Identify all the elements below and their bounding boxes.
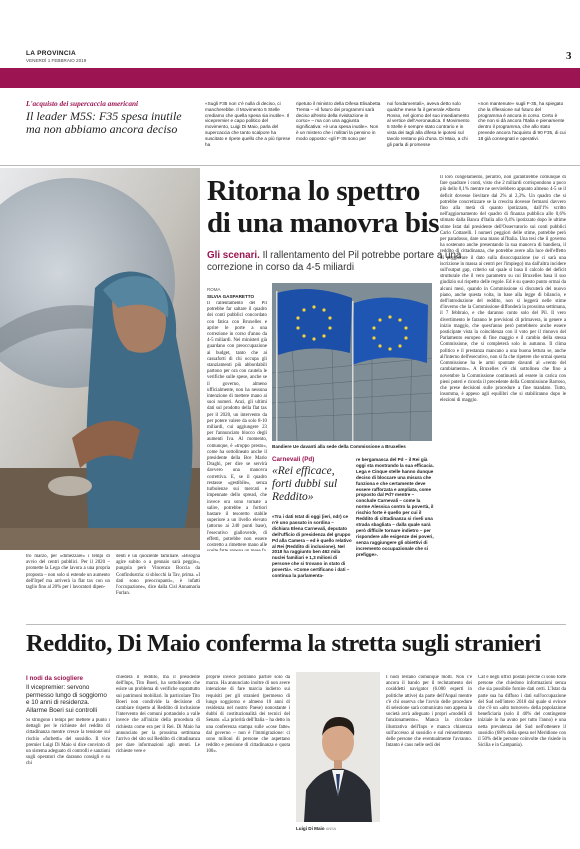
top-story-kicker: L'acquisto dei supercaccia americani (26, 99, 139, 108)
di-maio-caption (296, 826, 336, 831)
main-story-sub-kicker: Gli scenari. (207, 250, 260, 261)
top-divider (0, 165, 580, 166)
byline: SILVIA GASPARETTO (207, 294, 255, 299)
eu-flags-photo (272, 283, 432, 441)
di-maio-image (296, 672, 380, 822)
bottom-highlight-text: Il vicepremier: servono permesso lungo di soggiorno e 10 anni di residenza. Allarme Boeri sui controlli (26, 684, 107, 714)
bottom-col-1: Si stringono i tempi per mettere a punto i dettagli per le richieste del reddito di cittadinanza mentre cresce la tensione sui rischio «furbetti» del sussidio. Il vice premier Luigi Di Maio si dice convinto di un sistema adeguato di controlli e sanzioni sugli operatori che daranno consigli e su chi (26, 718, 110, 767)
main-story-col-1-continued (207, 554, 267, 610)
main-story-left-col-2: denti e un quoziente familiare. «Bisogna agire subito o a gennaio sarà peggio», pungola però Vincenzo Boccia da Confindustria: si sblocchi la Tav, prima. «I dati sono preoccupanti», è infatti l'occupazione», dice dalla Cisl Annamaria Furlan. (116, 554, 200, 597)
bottom-col-2: chiederà il reddito, ma il presidente dell'Inps, Tito Boeri, ha sottolineato che esiste un problema di verifiche soprattutto sui patrimoni mobiliari. In particolare Tito Boeri non condivide la decisione di cambiare rispetto al Reddito di inclusione l'intervento dei comuni portandolo a valle invece che all'inizio della procedura di richiesta come era per il Rei. Di Maio ha annunciato per la prossima settimana l'arrivo del sito sul Reddito di cittadinanza per dare informazioni agli utenti. Le richieste vere e (116, 675, 200, 755)
bottom-highlight-kicker: I nodi da sciogliere (26, 675, 84, 682)
main-story-right-col: Il loro congelamento, peraltro, non garantirebbe comunque di fare quadrare i conti, visto che 2 miliardi corrispondono a poco più dello 0,1% mentre ne servirebbero appunto almeno 4-5 se il deficit dovesse lievitare dal 2% al 2,3%. Un quadro che si potrebbe concretizzare se la crescita dovesse fermarsi davvero fino alla metà di quanto ipotizzato, dall'1% scritto nell'aggiornamento del quadro di finanza pubblica allo 0,6% stimato dalla Banca d'Italia allo 0,4% ipotizzato dopo le ultime stime Istat dal presidente dell'Osservatorio sui conti pubblici Carlo Cottarelli. I numeri peggiori delle stime, potrebbe però per paradosso, dare una mano all'Italia. Una tesi che il governo ha sostenuto anche presentando la sua manovra di bandiera, il reddito di cittadinanza, che potrebbe avere alla luce dell'effetto di peggiorare il dato sulla disoccupazione (se ci sarà una iscrizione in massa ai centri per l'impiego) ma dall'altra incidere sull'output gap, criterio sul quale si basa il calcolo del deficit strutturale che il vero parametro su cui Bruxelles basa il suo giudizio sul rispetto delle regole. Ed è su questo punto ormai da alcuni mesi, quando in Commissione si discuterà del nuovo piano, anche questa volta, in base alla legge di bilancio, e dell'introduzione del reddito, non si leggerà nelle stime d'inverno che la Commissione diffonderà la prossima settimana, il 7 febbraio, e che daranno conto solo del Pil. Il vero divertimento le faranno le previsioni di primavera, in genere a inizio maggio, che quest'anno però potrebbero anche essere posticipate vista la coincidenza con il voto per il rinnovo del Parlamento europeo di fine maggio e il cambio della stessa Commissione, che si completerà solo in autunno. Il clima politico e il prestanza mancano a una buona lettura se, anche all'interno dell'esecutivo, non si fa che ripetere che ormai questa Commissione ha le armi spuntate davanti al «vento del cambiamento». A Bruxelles c'è chi sottolinea che fino a novembre la Commissione continuerà ad essere in carica con pieni poteri e ricorda il precedente della Commissione Barroso, che prese decisioni sulle procedure a fine mandato. Tutto, insomma, è appeso agli equilibri che si stabiliranno dopo le elezioni di maggio. (440, 175, 566, 404)
top-story-col-4: «non mantenute» sugli F-35, ha spiegato che la riflessione sul futuro del programma è ancora in corso. Certo è che non si dà ancora l'Italia e pienamente dentro il programma, che allo stato prevede ancora l'acquisto di 90 F35, di cui 18 già consegnati e operativi. (478, 101, 566, 141)
dateline: ROMA (207, 287, 221, 292)
di-maio-caption-agency: ANSA (325, 827, 337, 831)
sidebar-col-2: re bergamasca del Pd – il Rei già oggi sta mostrando la sua efficacia. Lega e Cinque stelle hanno dunque deciso di bloccare una misura che funziona e che certamente deve essere rafforzata e ampliata, come proposto dal Pd? mentre – conclude Carnevali – come la norme Alessica contro la povertà, il rischio forte è quello per cui il Reddito di cittadinanza si riveli una strada sbagliata – dalla quale sarà però difficile tornare indietro – per rispondere alle esigenze dei poveri, senza raggiungere gli obiettivi di incremento occupazionale che si prefigge». (356, 457, 434, 557)
sidebar-kicker: Carnevali (Pd) (272, 456, 315, 463)
issue-date: VENERDÌ 1 FEBBRAIO 2019 (26, 58, 87, 63)
paper-name: LA PROVINCIA (26, 50, 76, 57)
top-story-col-2: ripetuto il ministro della Difesa Elisabetta Trenta – «il futuro dei programmi sarà deciso all'esito della rivisitazione in corso» – ma con una aggiunta significativa: «è una spesa inutile». Non è un mistero che i militari la pensino in modo opposto: «gli F-35 sono per (296, 101, 381, 141)
main-story-left-col-1: tro marzo, per «dimezzare» i tempi di avvio del centri pubblici. Per il 2020 – promette la Lega che lavora a una propria proposta – non solo si estende un aumento dell'Irpef ma arriverà la flat tax con un taglio fino al 20% per i lavoratori dipen- (26, 554, 110, 591)
main-story-title-line-2: di una manovra bis (207, 207, 440, 239)
woman-photo (0, 168, 200, 550)
main-story-col-1: Il rallentamento del Pil potrebbe far saltare il quadro dei conti pubblici concordato con fatica con Bruxelles e aprire le porte a una correzione in corso d'anno da 4-5 miliardi. Nei ministeri già guardano con preoccupazione ai budget, tanto che ai cassaforti di chi occupa gli stanziamenti più abbordabili partono per ora con cautela le verifiche sulle spese, anche se il governo, almeno ufficialmente, non ha nessuna intenzione di mettere mano ai suoi numeri. Anzi, gli ultimi dati sul prodotto della flat tax per il 2020, un intervento da per potere valere da solo 8-10 miliardi, cui aggiungere 23 per l'annunciato blocco degli aumenti Iva. Al momento, comunque, è «troppo presto», come ha sottolineato anche il presidente della Bce Mario Draghi, per dire se servirà davvero una manovra correttiva. E, se il quadro restasse «gestibile», senza turbolenze sui mercati e impennate dello spread, che invece ora sono tornate a salire, potrebbe a fortiori bastare il tesoretto stabile superiore a un livello elevato (attorno ai 240 punti base), l'esecutivo gialloverde, di effetti, potrebbe non essere costretto a rimettere mano alle (207, 301, 267, 548)
bottom-col-5: I nodi restano comunque molti. Non c'è ancora il bando per il reclutamento dei cosiddetti navigator (6.000 esperti in politiche attive) da parte dell'Anpal mentre c'è chi osserva che l'avvio delle procedure di selezione sarà comunicato non appena la società avrà adeguato i propri «modelli di funzionamento». Manca la circolare illustrativa dell'Inps e manca chiarezza sull'accesso al sussidio e sul reinserimento delle persone che eventualmente l'avranno. Intanto è caos nelle sedi dei (386, 675, 472, 749)
top-story-col-3: noi fondamentali», aveva detto solo qualche mese fa il generale Alberto Rosso, nel giorno del suo insediamento al vertice dell'Aeronautica. Il Movimento 5 Stelle è sempre stato contrario e in vista dei tagli alla difesa le ipotesi sul tavolo restano più d'una. Di Maio, a chi gli parla di promesse (387, 101, 470, 147)
bottom-col-6: Caf e negli uffici postali perché ci sono forte persone che chiedono informazioni senza che sia possibile fornire dati certi. L'Istat da parte sua ha diffuso i dati sull'occupazione del Sud nell'intero 2018 dal quale si evince che c'è un «alto turnover» della popolazione beneficiaria (solo il 40% del contingente iniziale lo ha avuto per tutto l'anno) e una netta prevalenza del Sud nell'ottenere il sussidio (68% della spesa nel Meridione con il 50% delle persone coinvolte che risiede in Sicilia e in Campania). (478, 675, 566, 749)
woman-photo-image (0, 168, 200, 550)
bottom-story-title: Reddito, Di Maio conferma la stretta sugli stranieri (26, 630, 541, 657)
masthead-band (0, 68, 580, 88)
main-story-subtitle-text: Il rallentamento del Pil potrebbe portare a una correzione in corso da 4-5 miliardi (207, 250, 462, 273)
bottom-col-3: proprie invece potranno partire solo da marzo. Ha annunciato inoltre di non avere intenzione di fare marcia indietro sui requisiti per gli stranieri (permesso di lungo soggiorno e almeno 10 anni di residenza nel nostro Paese) nonostante i dubbi di costituzionalità dei tecnici del Senato. «La priorità dell'Italia – ha detto in una conferenza stampa sulle «cose fatte» dal governo – non è l'immigrazione: ci sono milioni di persone che aspettano reddito e pensione di cittadinanza e quota 100». (206, 675, 290, 755)
top-story-col-1: «Sugli F35 non c'è nulla di deciso, ci mancherebbe. Il Movimento 5 Stelle crediamo che quella spesa sia inutile». Il vicepremier e capo politico del movimento, Luigi Di Maio, parla del supercaccia che tanto scalpore ha suscitato e ripete quello che a più riprese ha (205, 101, 291, 147)
main-story-title-line-1: Ritorna lo spettro (207, 175, 420, 207)
bottom-divider (26, 624, 566, 625)
di-maio-photo (296, 672, 380, 822)
page-number: 3 (566, 50, 572, 62)
di-maio-caption-name: Luigi Di Maio (296, 826, 325, 831)
sidebar-col-1: «Tra i dati Istat di oggi (ieri, ndr) ce n'è uno passato in sordina – dichiara Elena Carnevali, deputato dell'ufficio di presidenza del gruppo Pd alla Camera – ed è quello relativo al Rei (Reddito di inclusione). Nel 2018 ha raggiunto ben 462 mila nuclei familiari e 1,3 milioni di persone che si trovano in stato di povertà». «Come certificano i dati – continua la parlamenta- (272, 514, 352, 579)
sidebar-quote: «Rei efficace, forti dubbi sul Reddito» (272, 465, 338, 503)
eu-flags-image (272, 283, 432, 441)
eu-photo-caption: Bandiere Ue davanti alla sede della Commissione a Bruxelles (272, 444, 406, 449)
top-story-title: Il leader M5S: F35 spesa inutile ma non abbiamo ancora deciso (26, 109, 182, 137)
